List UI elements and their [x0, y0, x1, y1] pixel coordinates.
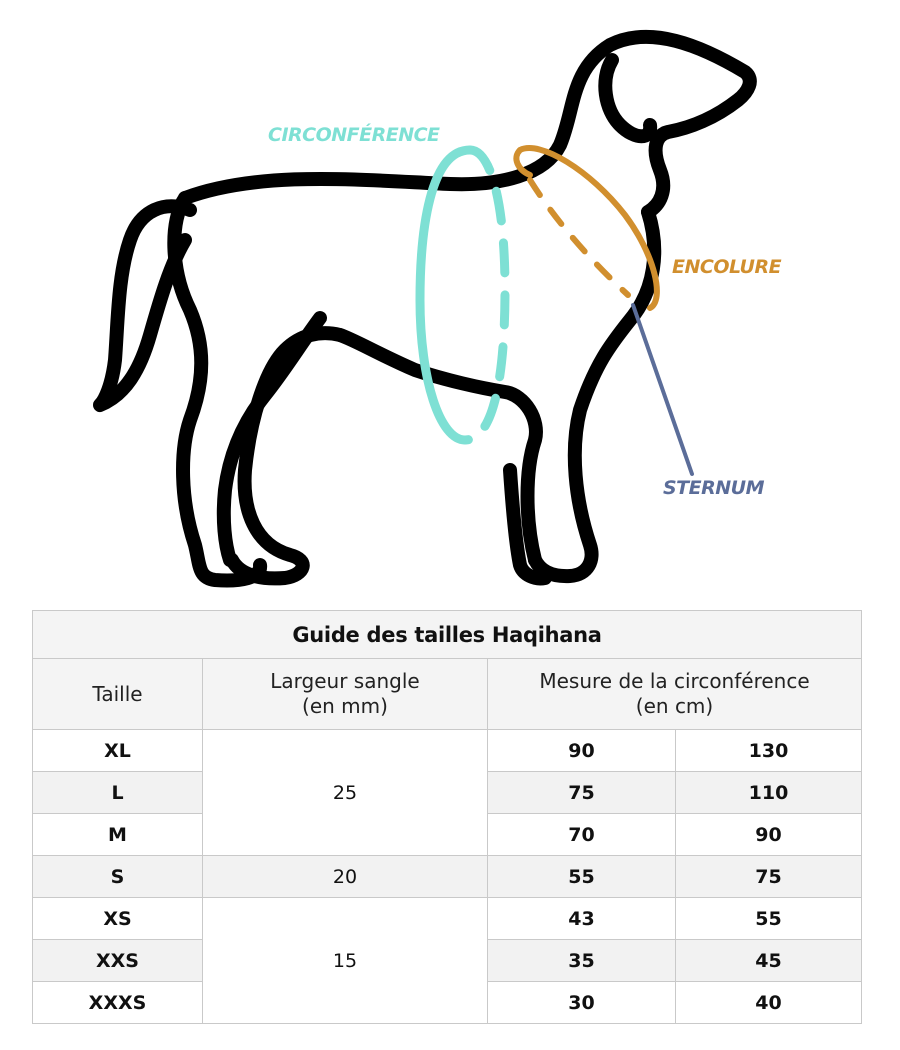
circ-max-cell: 55	[676, 898, 862, 940]
circumference-back-arc	[465, 150, 505, 440]
dog-ear	[605, 60, 650, 136]
header-circumference	[488, 659, 862, 730]
strap-width-cell: 20	[203, 856, 488, 898]
size-guide-table	[32, 610, 862, 1024]
table-row	[33, 898, 862, 940]
circ-min-cell: 35	[488, 940, 676, 982]
header-circ-line1: Mesure de la circonférence	[539, 669, 810, 693]
circ-min-cell: 75	[488, 772, 676, 814]
size-cell: XXXS	[33, 982, 203, 1024]
size-cell: XXS	[33, 940, 203, 982]
circumference-ring	[420, 150, 505, 440]
circ-max-cell: 110	[676, 772, 862, 814]
strap-width-cell: 25	[203, 730, 488, 856]
header-strap-line2: (en mm)	[302, 694, 388, 718]
table-row	[33, 730, 862, 772]
header-strap-line1: Largeur sangle	[270, 669, 420, 693]
size-cell: S	[33, 856, 203, 898]
header-circ-line2: (en cm)	[635, 694, 714, 718]
circumference-front-arc	[420, 150, 470, 440]
table-title: Guide des tailles Haqihana	[33, 611, 862, 659]
size-cell: M	[33, 814, 203, 856]
circ-max-cell: 130	[676, 730, 862, 772]
size-cell: XS	[33, 898, 203, 940]
circumference-label: CIRCONFÉRENCE	[268, 124, 440, 146]
circ-max-cell: 45	[676, 940, 862, 982]
dog-chest-line	[535, 212, 654, 576]
circ-min-cell: 30	[488, 982, 676, 1024]
size-cell: XL	[33, 730, 203, 772]
header-strap-width	[203, 659, 488, 730]
circ-max-cell: 90	[676, 814, 862, 856]
table-title-row	[33, 611, 862, 659]
sternum-label: STERNUM	[663, 477, 764, 499]
sternum-line	[633, 305, 692, 474]
strap-width-cell: 15	[203, 898, 488, 1024]
dog-front-leg-inner	[340, 335, 536, 560]
size-cell: L	[33, 772, 203, 814]
circ-min-cell: 43	[488, 898, 676, 940]
table-row	[33, 856, 862, 898]
table-header-row	[33, 659, 862, 730]
circ-min-cell: 90	[488, 730, 676, 772]
neck-label: ENCOLURE	[672, 256, 782, 278]
circ-max-cell: 75	[676, 856, 862, 898]
circ-min-cell: 55	[488, 856, 676, 898]
dog-hind-leg-inner	[224, 318, 320, 560]
circ-max-cell: 40	[676, 982, 862, 1024]
header-size: Taille	[33, 659, 203, 730]
circ-min-cell: 70	[488, 814, 676, 856]
